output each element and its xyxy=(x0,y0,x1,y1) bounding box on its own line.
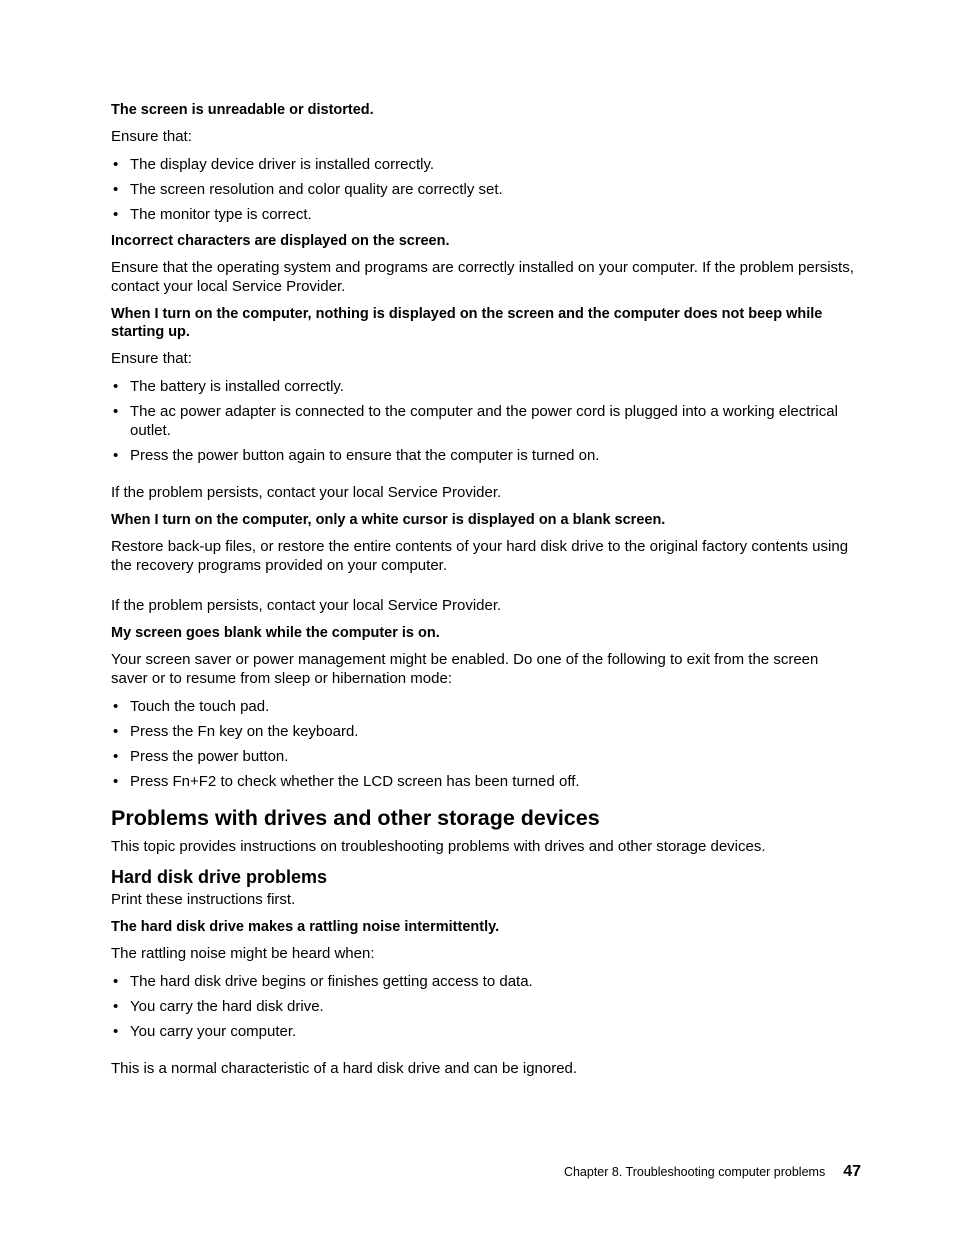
list-item xyxy=(111,155,856,174)
paragraph: If the problem persists, contact your local Service Provider. xyxy=(111,484,502,501)
document-body xyxy=(111,101,856,1087)
list-item xyxy=(111,205,856,224)
question-heading: The screen is unreadable or distorted. xyxy=(111,102,374,118)
list-item-text: The ac power adapter is connected to the computer and the power cord is plugged into a working electrical outlet. xyxy=(130,403,838,439)
list-item-text: You carry your computer. xyxy=(130,1023,297,1040)
list-item xyxy=(111,697,856,716)
question-heading: My screen goes blank while the computer is on. xyxy=(111,625,440,641)
list-item-text: Touch the touch pad. xyxy=(130,698,270,715)
bullet-icon: • xyxy=(113,403,119,420)
paragraph: Print these instructions first. xyxy=(111,891,296,908)
question-heading: When I turn on the computer, only a white cursor is displayed on a blank screen. xyxy=(111,512,666,528)
list-item xyxy=(111,772,856,791)
list-item xyxy=(111,747,856,766)
list-item-text: The monitor type is correct. xyxy=(130,206,312,223)
list-item xyxy=(111,1022,856,1041)
bullet-icon: • xyxy=(113,773,119,790)
bullet-list xyxy=(111,972,856,1041)
list-item xyxy=(111,972,856,991)
list-item-text: Press the Fn key on the keyboard. xyxy=(130,723,359,740)
bullet-icon: • xyxy=(113,998,119,1015)
list-item xyxy=(111,377,856,396)
bullet-icon: • xyxy=(113,206,119,223)
bullet-icon: • xyxy=(113,378,119,395)
spacer xyxy=(111,471,856,483)
paragraph: This is a normal characteristic of a hard disk drive and can be ignored. xyxy=(111,1060,578,1077)
paragraph: The rattling noise might be heard when: xyxy=(111,945,375,962)
chapter-title: Chapter 8. Troubleshooting computer problems xyxy=(563,1165,826,1179)
list-item-text: Press the power button. xyxy=(130,748,289,765)
bullet-icon: • xyxy=(113,748,119,765)
page-footer xyxy=(564,1163,861,1181)
spacer xyxy=(111,1047,856,1059)
list-item-text: Press Fn+F2 to check whether the LCD screen has been turned off. xyxy=(130,773,580,790)
question-heading: Incorrect characters are displayed on the screen. xyxy=(111,233,450,249)
question-heading: The hard disk drive makes a rattling noise intermittently. xyxy=(111,919,500,935)
list-item-text: The screen resolution and color quality are correctly set. xyxy=(130,181,503,198)
paragraph: Ensure that: xyxy=(111,350,192,367)
subsection-title: Hard disk drive problems xyxy=(111,867,328,887)
list-item xyxy=(111,402,856,440)
paragraph: Ensure that: xyxy=(111,128,192,145)
list-item xyxy=(111,180,856,199)
bullet-icon: • xyxy=(113,156,119,173)
list-item-text: Press the power button again to ensure that the computer is turned on. xyxy=(130,447,600,464)
bullet-icon: • xyxy=(113,723,119,740)
paragraph: If the problem persists, contact your local Service Provider. xyxy=(111,597,502,614)
bullet-list xyxy=(111,377,856,465)
paragraph: Your screen saver or power management might be enabled. Do one of the following to exit from the screen saver or to resume from sleep or hibernation mode: xyxy=(111,651,819,687)
bullet-list xyxy=(111,697,856,791)
page-number: 47 xyxy=(843,1163,861,1180)
bullet-icon: • xyxy=(113,973,119,990)
bullet-icon: • xyxy=(113,1023,119,1040)
question-heading: When I turn on the computer, nothing is displayed on the screen and the computer does not beep while starting up. xyxy=(111,306,823,340)
section-title: Problems with drives and other storage devices xyxy=(111,806,600,830)
paragraph: This topic provides instructions on troubleshooting problems with drives and other storage devices. xyxy=(111,838,766,855)
list-item-text: The battery is installed correctly. xyxy=(130,378,344,395)
list-item xyxy=(111,997,856,1016)
paragraph: Ensure that the operating system and programs are correctly installed on your computer. If the problem persists, contact your local Service Provider. xyxy=(111,259,854,295)
bullet-icon: • xyxy=(113,698,119,715)
list-item-text: The hard disk drive begins or finishes getting access to data. xyxy=(130,973,533,990)
bullet-list xyxy=(111,155,856,224)
list-item-text: The display device driver is installed correctly. xyxy=(130,156,435,173)
spacer xyxy=(111,584,856,596)
list-item xyxy=(111,446,856,465)
list-item-text: You carry the hard disk drive. xyxy=(130,998,324,1015)
bullet-icon: • xyxy=(113,181,119,198)
list-item xyxy=(111,722,856,741)
bullet-icon: • xyxy=(113,447,119,464)
paragraph: Restore back-up files, or restore the entire contents of your hard disk drive to the original factory contents using the recovery programs provided on your computer. xyxy=(111,538,849,574)
